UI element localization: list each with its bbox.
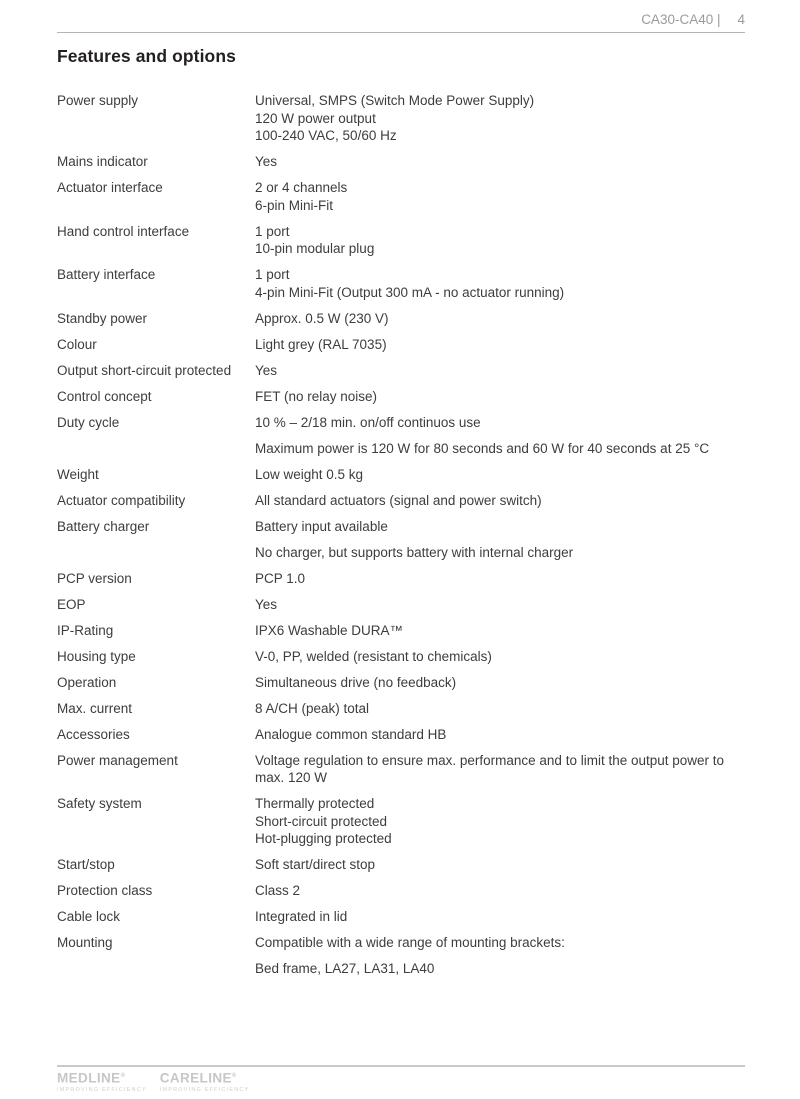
spec-label: IP-Rating — [57, 622, 114, 638]
spec-value-line: Hot-plugging protected — [255, 831, 392, 846]
spec-value-line: 1 port — [255, 267, 290, 282]
spec-label: Mains indicator — [57, 154, 148, 169]
spec-value — [255, 310, 745, 328]
spec-row — [57, 466, 745, 484]
spec-label: Colour — [57, 336, 97, 352]
spec-value-paragraph — [255, 856, 745, 874]
brand-logo-name — [160, 1069, 250, 1086]
spec-label: Housing type — [57, 648, 136, 664]
spec-label: Mounting — [57, 935, 113, 950]
spec-value-line: Yes — [255, 596, 278, 612]
spec-label: Operation — [57, 674, 117, 690]
spec-value-line: 6-pin Mini-Fit — [255, 197, 334, 213]
brand-name: CARELINE — [159, 1070, 232, 1086]
spec-value — [255, 362, 745, 380]
page-footer — [57, 1065, 745, 1094]
spec-value — [255, 726, 745, 744]
spec-value-paragraph — [255, 518, 745, 536]
spec-value-line: V-0, PP, welded (resistant to chemicals) — [255, 648, 492, 664]
spec-row — [57, 492, 745, 510]
spec-value-paragraph — [255, 882, 745, 900]
spec-row — [57, 179, 745, 214]
spec-value-paragraph — [255, 92, 745, 145]
spec-label: Actuator interface — [57, 180, 163, 195]
brand-tagline: IMPROVING EFFICIENCY — [159, 1086, 250, 1093]
spec-label: Control concept — [57, 388, 152, 404]
spec-value-paragraph — [255, 153, 745, 171]
spec-value-paragraph — [255, 223, 745, 258]
spec-row — [57, 153, 745, 171]
registered-mark-icon: ® — [120, 1073, 125, 1079]
spec-value-paragraph — [255, 674, 745, 692]
spec-value-line: 10-pin modular plug — [255, 241, 375, 256]
spec-value-paragraph — [255, 960, 745, 978]
spec-value-line: Yes — [255, 154, 278, 169]
spec-value-paragraph — [255, 648, 745, 666]
spec-label: Hand control interface — [57, 223, 190, 239]
page-number: 4 — [737, 12, 745, 27]
brand-logo — [57, 1069, 147, 1094]
spec-value — [255, 795, 745, 848]
spec-row — [57, 92, 745, 145]
spec-value-line: Yes — [255, 362, 278, 378]
spec-value-paragraph — [255, 388, 745, 406]
spec-value-line: Light grey (RAL 7035) — [255, 336, 387, 352]
spec-label: Weight — [57, 466, 99, 482]
spec-row — [57, 223, 745, 258]
spec-row — [57, 336, 745, 354]
spec-value — [255, 223, 745, 258]
spec-row — [57, 674, 745, 692]
spec-label: Start/stop — [57, 857, 115, 872]
spec-label: Safety system — [57, 796, 142, 811]
brand-name: MEDLINE — [57, 1070, 121, 1086]
spec-value-line: 2 or 4 channels — [255, 180, 348, 195]
spec-value-paragraph — [255, 179, 745, 214]
spec-value-paragraph — [255, 414, 745, 432]
spec-label: Actuator compatibility — [57, 492, 186, 508]
spec-row — [57, 414, 745, 458]
spec-label: Accessories — [57, 726, 130, 742]
spec-row — [57, 596, 745, 614]
spec-value-line: IPX6 Washable DURA™ — [255, 622, 404, 638]
spec-value-line: Thermally protected — [255, 796, 375, 811]
spec-row — [57, 795, 745, 848]
spec-value — [255, 908, 745, 926]
spec-value-line: Maximum power is 120 W for 80 seconds and 60 W for 40 seconds at 25 °C — [255, 440, 710, 456]
spec-value-paragraph — [255, 266, 745, 301]
page-title: Features and options — [57, 46, 236, 66]
spec-value — [255, 570, 745, 588]
spec-value — [255, 388, 745, 406]
spec-value-line: PCP 1.0 — [255, 570, 306, 586]
spec-row — [57, 882, 745, 900]
spec-value-line: Short-circuit protected — [255, 813, 388, 829]
brand-tagline: IMPROVING EFFICIENCY — [57, 1086, 147, 1093]
spec-row — [57, 908, 745, 926]
doc-reference: CA30-CA40 | — [641, 12, 721, 27]
spec-value-line: 8 A/CH (peak) total — [255, 700, 370, 716]
spec-value-paragraph — [255, 622, 745, 640]
spec-row — [57, 266, 745, 301]
spec-value-paragraph — [255, 336, 745, 354]
spec-value — [255, 674, 745, 692]
spec-value-paragraph — [255, 700, 745, 718]
registered-mark-icon: ® — [231, 1073, 237, 1079]
spec-row — [57, 518, 745, 562]
spec-value-paragraph — [255, 596, 745, 614]
spec-value-line: Universal, SMPS (Switch Mode Power Supply) — [255, 93, 535, 108]
spec-value — [255, 336, 745, 354]
brand-logos — [57, 1069, 745, 1094]
spec-label: Protection class — [57, 883, 153, 898]
spec-value-line: 4-pin Mini-Fit (Output 300 mA - no actuator running) — [255, 284, 565, 300]
brand-logo-name — [57, 1069, 147, 1086]
spec-value-line: Class 2 — [255, 883, 301, 898]
spec-label: PCP version — [57, 570, 132, 586]
spec-value-paragraph — [255, 726, 745, 744]
spec-value — [255, 92, 745, 145]
spec-value-paragraph — [255, 310, 745, 328]
spec-value — [255, 266, 745, 301]
spec-value — [255, 648, 745, 666]
spec-row — [57, 726, 745, 744]
spec-label: Power supply — [57, 93, 139, 108]
spec-row — [57, 388, 745, 406]
spec-value-paragraph — [255, 492, 745, 510]
spec-value-line: Bed frame, LA27, LA31, LA40 — [255, 961, 435, 976]
spec-value-line: Soft start/direct stop — [255, 857, 376, 872]
spec-value-paragraph — [255, 570, 745, 588]
spec-value-line: Approx. 0.5 W (230 V) — [255, 310, 389, 326]
spec-value-line: No charger, but supports battery with internal charger — [255, 544, 574, 560]
spec-label: Max. current — [57, 700, 133, 716]
spec-row — [57, 700, 745, 718]
spec-label: Standby power — [57, 310, 148, 326]
spec-value-paragraph — [255, 908, 745, 926]
spec-value — [255, 856, 745, 874]
page-header — [57, 0, 745, 33]
spec-row — [57, 310, 745, 328]
spec-value-paragraph — [255, 440, 745, 458]
spec-label: Battery charger — [57, 518, 150, 534]
spec-value — [255, 700, 745, 718]
spec-value-paragraph — [255, 362, 745, 380]
spec-value-line: Voltage regulation to ensure max. performance and to limit the output power to max. 120 W — [255, 752, 725, 785]
spec-value — [255, 466, 745, 484]
spec-row — [57, 622, 745, 640]
spec-value-paragraph — [255, 544, 745, 562]
spec-label: Power management — [57, 752, 178, 768]
spec-value-paragraph — [255, 752, 745, 787]
spec-value-line: Simultaneous drive (no feedback) — [255, 674, 457, 690]
spec-value — [255, 414, 745, 458]
spec-value-line: Battery input available — [255, 518, 388, 534]
spec-row — [57, 934, 745, 978]
spec-value-line: 10 % – 2/18 min. on/off continuos use — [255, 414, 481, 430]
spec-value-paragraph — [255, 466, 745, 484]
spec-value-paragraph — [255, 795, 745, 848]
spec-value — [255, 934, 745, 978]
spec-value-line: All standard actuators (signal and power switch) — [255, 492, 542, 508]
spec-row — [57, 570, 745, 588]
spec-label: Cable lock — [57, 909, 121, 924]
spec-row — [57, 856, 745, 874]
spec-value-line: FET (no relay noise) — [255, 388, 378, 404]
spec-value — [255, 179, 745, 214]
spec-label: Output short-circuit protected — [57, 362, 232, 378]
spec-value — [255, 492, 745, 510]
spec-row — [57, 648, 745, 666]
spec-value — [255, 596, 745, 614]
spec-value — [255, 752, 745, 787]
spec-value — [255, 882, 745, 900]
spec-value-line: Integrated in lid — [255, 909, 348, 924]
spec-row — [57, 752, 745, 787]
spec-value-paragraph — [255, 934, 745, 952]
spec-label: EOP — [57, 596, 86, 612]
spec-value-line: 1 port — [255, 223, 290, 239]
spec-value-line: 120 W power output — [255, 110, 376, 126]
spec-row — [57, 362, 745, 380]
brand-logo — [160, 1069, 250, 1094]
spec-value-line: Compatible with a wide range of mounting brackets: — [255, 935, 565, 950]
spec-value-line: Low weight 0.5 kg — [255, 466, 364, 482]
spec-label: Battery interface — [57, 267, 156, 282]
spec-value-line: Analogue common standard HB — [255, 726, 447, 742]
spec-value — [255, 622, 745, 640]
spec-value-line: 100-240 VAC, 50/60 Hz — [255, 128, 397, 143]
spec-value — [255, 518, 745, 562]
spec-label: Duty cycle — [57, 414, 120, 430]
spec-value — [255, 153, 745, 171]
spec-table — [57, 92, 745, 978]
